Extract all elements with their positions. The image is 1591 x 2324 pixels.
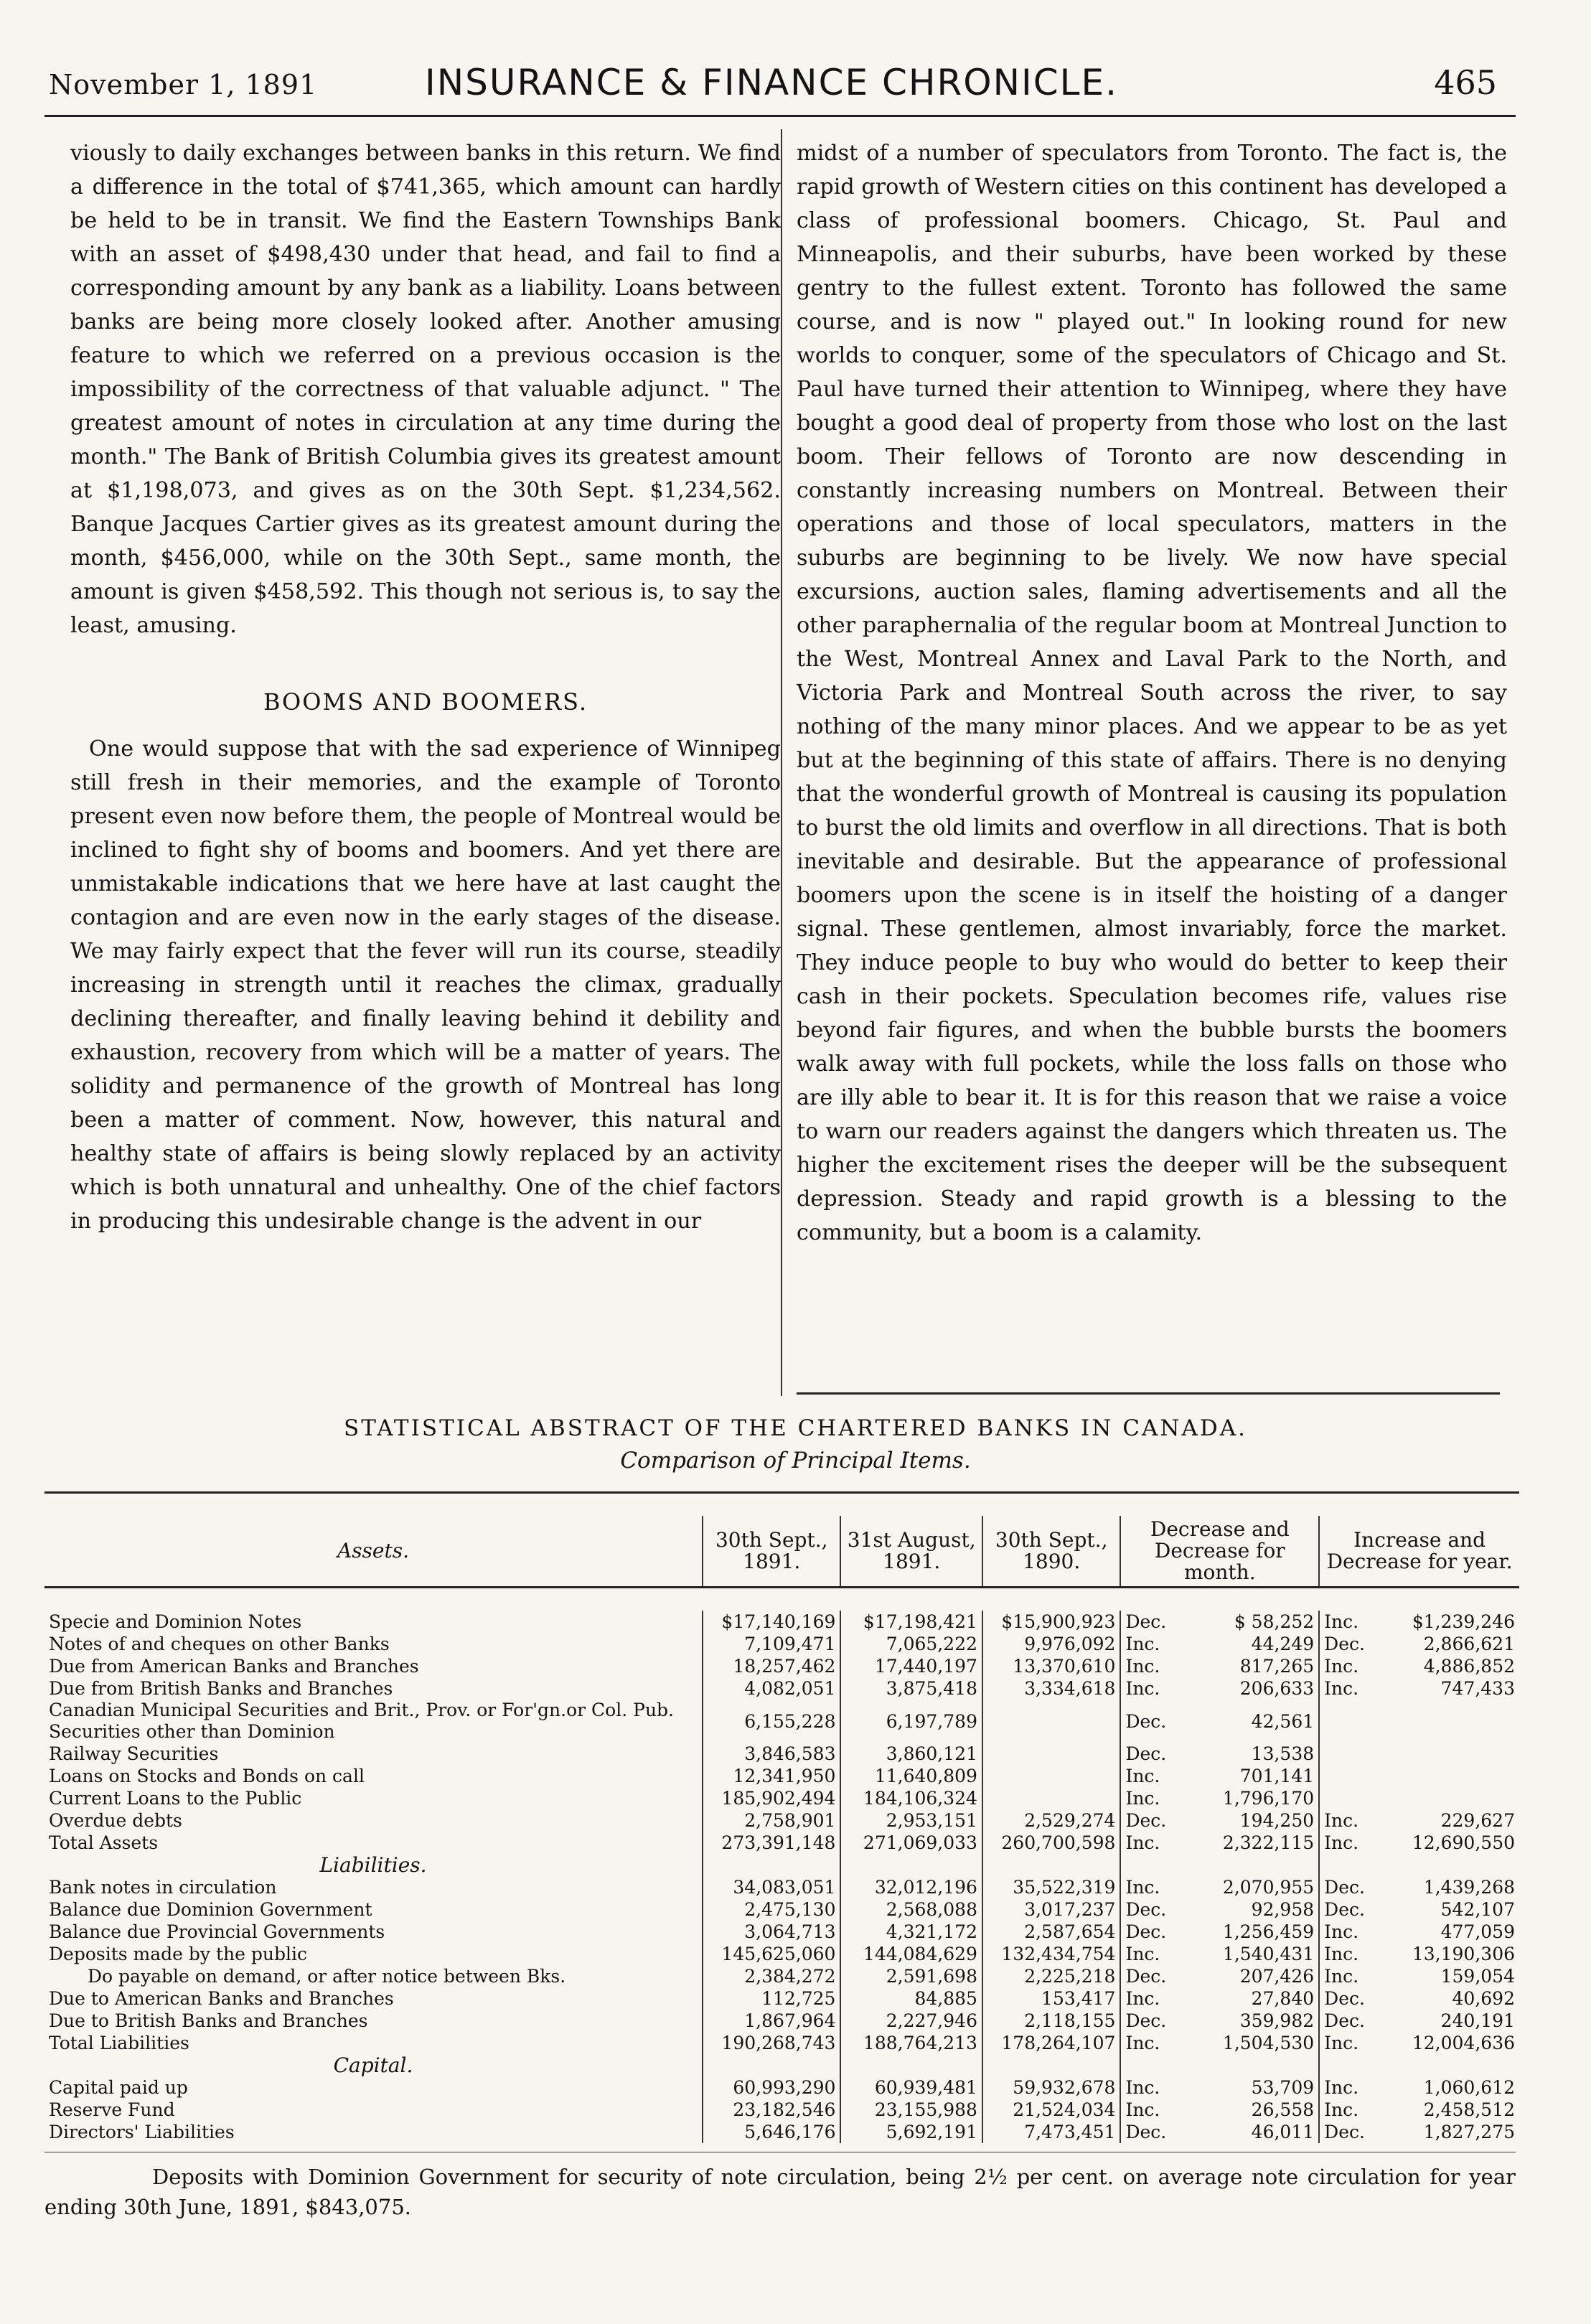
table-row bbox=[44, 1832, 1519, 1854]
table-row bbox=[44, 2099, 1519, 2121]
month-change-direction: Dec. bbox=[1125, 1899, 1167, 1920]
month-change-direction: Dec. bbox=[1125, 1921, 1167, 1942]
month-change-direction: Dec. bbox=[1125, 1611, 1167, 1632]
row-label: Due to British Banks and Branches bbox=[44, 2010, 703, 2032]
row-label: Notes of and cheques on other Banks bbox=[44, 1633, 703, 1655]
year-change-amount: $1,239,246 bbox=[1412, 1611, 1515, 1632]
month-change-direction: Inc. bbox=[1125, 1678, 1160, 1699]
row-label: Total Assets bbox=[44, 1832, 703, 1854]
value-aug-1891: 271,069,033 bbox=[840, 1832, 982, 1854]
year-change-amount bbox=[1369, 1700, 1519, 1743]
month-change-direction: Inc. bbox=[1125, 1944, 1160, 1964]
value-aug-1891: 144,084,629 bbox=[840, 1943, 982, 1965]
row-label: Loans on Stocks and Bonds on call bbox=[44, 1765, 703, 1787]
month-change-direction: Inc. bbox=[1125, 1788, 1160, 1809]
year-change-direction bbox=[1319, 1787, 1369, 1809]
value-aug-1891: 17,440,197 bbox=[840, 1655, 982, 1677]
row-label: Capital paid up bbox=[44, 2076, 703, 2099]
row-label: Balance due Provincial Governments bbox=[44, 1921, 703, 1943]
month-change-amount: 1,504,530 bbox=[1170, 2032, 1319, 2054]
liabilities-section bbox=[44, 1876, 1519, 2054]
row-label: Due from American Banks and Branches bbox=[44, 1655, 703, 1677]
value-sept-1891: 7,109,471 bbox=[703, 1633, 840, 1655]
value-aug-1891: 3,875,418 bbox=[840, 1677, 982, 1700]
month-change-direction: Inc. bbox=[1125, 2077, 1160, 2098]
month-change-amount: 207,426 bbox=[1170, 1965, 1319, 1987]
value-sept-1890: 13,370,610 bbox=[982, 1655, 1120, 1677]
page-header bbox=[43, 56, 1500, 106]
value-sept-1890 bbox=[982, 1743, 1120, 1765]
month-change-amount: 359,982 bbox=[1170, 2010, 1319, 2032]
value-sept-1890: 178,264,107 bbox=[982, 2032, 1120, 2054]
value-aug-1891: 5,692,191 bbox=[840, 2121, 982, 2143]
row-label: Total Liabilities bbox=[44, 2032, 703, 2054]
year-change-direction: Inc. bbox=[1324, 1944, 1359, 1964]
month-change-direction: Inc. bbox=[1125, 2099, 1160, 2120]
month-change-amount: 46,011 bbox=[1170, 2121, 1319, 2143]
value-aug-1891: 7,065,222 bbox=[840, 1633, 982, 1655]
year-change-amount: 159,054 bbox=[1440, 1966, 1515, 1987]
value-sept-1891: 2,384,272 bbox=[703, 1965, 840, 1987]
month-change-amount: 817,265 bbox=[1170, 1655, 1319, 1677]
value-aug-1891: 2,591,698 bbox=[840, 1965, 982, 1987]
value-sept-1891: 145,625,060 bbox=[703, 1943, 840, 1965]
value-aug-1891: 84,885 bbox=[840, 1987, 982, 2010]
month-change-amount: 1,256,459 bbox=[1170, 1921, 1319, 1943]
capital-section bbox=[44, 2076, 1519, 2143]
header-sept-1890: 30th Sept., 1890. bbox=[982, 1516, 1120, 1588]
month-change-direction: Dec. bbox=[1125, 1810, 1167, 1831]
month-change-direction: Dec. bbox=[1125, 1743, 1167, 1764]
value-sept-1891: 112,725 bbox=[703, 1987, 840, 2010]
value-aug-1891: 2,568,088 bbox=[840, 1898, 982, 1921]
value-sept-1891: $17,140,169 bbox=[703, 1611, 840, 1633]
row-label: Directors' Liabilities bbox=[44, 2121, 703, 2143]
month-change-amount: 1,540,431 bbox=[1170, 1943, 1319, 1965]
row-label: Canadian Municipal Securities and Brit., Prov. or For'gn.or Col. Pub. Securities other than Dominion bbox=[44, 1700, 703, 1743]
table-row bbox=[44, 1809, 1519, 1832]
header-aug-1891: 31st August, 1891. bbox=[840, 1516, 982, 1588]
value-sept-1891: 3,064,713 bbox=[703, 1921, 840, 1943]
value-aug-1891: 6,197,789 bbox=[840, 1700, 982, 1743]
value-sept-1891: 185,902,494 bbox=[703, 1787, 840, 1809]
value-sept-1890 bbox=[982, 1787, 1120, 1809]
year-change-direction: Inc. bbox=[1324, 2099, 1359, 2120]
value-aug-1891: 4,321,172 bbox=[840, 1921, 982, 1943]
year-change-amount: 12,690,550 bbox=[1412, 1832, 1515, 1853]
month-change-direction: Dec. bbox=[1125, 2010, 1167, 2031]
year-change-amount: 229,627 bbox=[1440, 1810, 1515, 1831]
row-label: Overdue debts bbox=[44, 1809, 703, 1832]
row-label: Due to American Banks and Branches bbox=[44, 1987, 703, 2010]
value-sept-1891: 6,155,228 bbox=[703, 1700, 840, 1743]
header-rule bbox=[44, 115, 1516, 117]
value-aug-1891: 3,860,121 bbox=[840, 1743, 982, 1765]
month-change-direction: Inc. bbox=[1125, 2033, 1160, 2053]
value-aug-1891: 2,953,151 bbox=[840, 1809, 982, 1832]
month-change-amount: 2,070,955 bbox=[1170, 1876, 1319, 1898]
table-row bbox=[44, 2010, 1519, 2032]
row-label: Specie and Dominion Notes bbox=[44, 1611, 703, 1633]
value-sept-1891: 2,475,130 bbox=[703, 1898, 840, 1921]
month-change-amount: 27,840 bbox=[1170, 1987, 1319, 2010]
table-row bbox=[44, 1765, 1519, 1787]
header-month-change: Decrease and Decrease for month. bbox=[1120, 1516, 1319, 1588]
year-change-direction: Dec. bbox=[1324, 1877, 1365, 1898]
value-sept-1890: 35,522,319 bbox=[982, 1876, 1120, 1898]
month-change-amount: 194,250 bbox=[1170, 1809, 1319, 1832]
table-row bbox=[44, 1921, 1519, 1943]
year-change-direction: Dec. bbox=[1324, 1899, 1365, 1920]
month-change-direction: Inc. bbox=[1125, 1988, 1160, 2009]
month-change-amount: 44,249 bbox=[1170, 1633, 1319, 1655]
month-change-direction: Inc. bbox=[1125, 1877, 1160, 1898]
assets-section bbox=[44, 1611, 1519, 1854]
row-label: Due from British Banks and Branches bbox=[44, 1677, 703, 1700]
value-sept-1891: 4,082,051 bbox=[703, 1677, 840, 1700]
liabilities-heading bbox=[44, 1854, 1519, 1876]
value-sept-1890 bbox=[982, 1765, 1120, 1787]
table-row bbox=[44, 1611, 1519, 1633]
year-change-amount: 542,107 bbox=[1440, 1899, 1515, 1920]
right-column bbox=[797, 136, 1507, 1250]
issue-date: November 1, 1891 bbox=[49, 69, 318, 100]
table-row bbox=[44, 1987, 1519, 2010]
year-change-direction: Dec. bbox=[1324, 2010, 1365, 2031]
table-row bbox=[44, 1943, 1519, 1965]
year-change-direction: Inc. bbox=[1324, 1921, 1359, 1942]
month-change-amount: $ 58,252 bbox=[1170, 1611, 1319, 1633]
row-label: Railway Securities bbox=[44, 1743, 703, 1765]
month-change-direction: Inc. bbox=[1125, 1766, 1160, 1786]
value-aug-1891: 11,640,809 bbox=[840, 1765, 982, 1787]
year-change-direction: Inc. bbox=[1324, 1810, 1359, 1831]
year-change-amount bbox=[1369, 1787, 1519, 1809]
table-row bbox=[44, 1787, 1519, 1809]
value-sept-1891: 18,257,462 bbox=[703, 1655, 840, 1677]
table-row bbox=[44, 2121, 1519, 2143]
value-sept-1890: 2,529,274 bbox=[982, 1809, 1120, 1832]
value-aug-1891: 184,106,324 bbox=[840, 1787, 982, 1809]
value-aug-1891: 23,155,988 bbox=[840, 2099, 982, 2121]
value-sept-1891: 23,182,546 bbox=[703, 2099, 840, 2121]
value-sept-1890: 21,524,034 bbox=[982, 2099, 1120, 2121]
value-sept-1890: 260,700,598 bbox=[982, 1832, 1120, 1854]
year-change-direction: Inc. bbox=[1324, 2033, 1359, 2053]
value-aug-1891: 32,012,196 bbox=[840, 1876, 982, 1898]
month-change-amount: 13,538 bbox=[1170, 1743, 1319, 1765]
month-change-amount: 206,633 bbox=[1170, 1677, 1319, 1700]
month-change-amount: 2,322,115 bbox=[1170, 1832, 1319, 1854]
publication-title: INSURANCE & FINANCE CHRONICLE. bbox=[424, 62, 1118, 103]
value-sept-1891: 273,391,148 bbox=[703, 1832, 840, 1854]
table-row bbox=[44, 2076, 1519, 2099]
table-row bbox=[44, 1898, 1519, 1921]
table-header-row bbox=[44, 1516, 1519, 1588]
value-sept-1890: 9,976,092 bbox=[982, 1633, 1120, 1655]
year-change-amount: 1,439,268 bbox=[1423, 1877, 1515, 1898]
year-change-amount: 13,190,306 bbox=[1412, 1944, 1515, 1964]
month-change-amount: 42,561 bbox=[1170, 1700, 1319, 1743]
table-title: STATISTICAL ABSTRACT OF THE CHARTERED BANKS IN CANADA. bbox=[344, 1415, 1247, 1441]
header-year-change: Increase and Decrease for year. bbox=[1326, 1528, 1513, 1573]
month-change-direction: Dec. bbox=[1125, 2122, 1167, 2142]
value-sept-1890: 2,587,654 bbox=[982, 1921, 1120, 1943]
year-change-amount: 477,059 bbox=[1440, 1921, 1515, 1942]
value-aug-1891: $17,198,421 bbox=[840, 1611, 982, 1633]
year-change-direction: Inc. bbox=[1324, 1611, 1359, 1632]
value-sept-1890: 153,417 bbox=[982, 1987, 1120, 2010]
left-paragraph: viously to daily exchanges between banks in this return. We find a difference in the total of $741,365, which amount can hardly be held to be in transit. We find the Eastern Townships Bank with an asset of $498,430 under that head, and fail to find a corresponding amount by any bank as a liability. Loans between banks are being more closely looked after. Another amusing feature to which we referred on a previous occasion is the impossibility of the correctness of that valuable adjunct. " The greatest amount of notes in circulation at any time during the month." The Bank of British Columbia gives its greatest amount at $1,198,073, and gives as on the 30th Sept. $1,234,562. Banque Jacques Cartier gives as its greatest amount during the month, $456,000, while on the 30th Sept., same month, the amount is given $458,592. This though not serious is, to say the least, amusing. bbox=[70, 141, 781, 638]
value-sept-1891: 5,646,176 bbox=[703, 2121, 840, 2143]
year-change-direction: Inc. bbox=[1324, 1832, 1359, 1853]
value-sept-1891: 34,083,051 bbox=[703, 1876, 840, 1898]
month-change-direction: Dec. bbox=[1125, 1710, 1167, 1732]
footnote: Deposits with Dominion Government for security of note circulation, being 2½ per cent. on average note circulation for year ending 30th June, 1891, $843,075. bbox=[44, 2165, 1516, 2219]
year-change-direction: Inc. bbox=[1324, 2077, 1359, 2098]
table-row bbox=[44, 1655, 1519, 1677]
page-number: 465 bbox=[1434, 63, 1497, 102]
year-change-direction: Inc. bbox=[1324, 1656, 1359, 1677]
table-row bbox=[44, 1743, 1519, 1765]
row-label: Current Loans to the Public bbox=[44, 1787, 703, 1809]
header-sept-1891: 30th Sept., 1891. bbox=[703, 1516, 840, 1588]
table-row bbox=[44, 1876, 1519, 1898]
value-sept-1891: 60,993,290 bbox=[703, 2076, 840, 2099]
value-sept-1890: 3,017,237 bbox=[982, 1898, 1120, 1921]
year-change-direction: Inc. bbox=[1324, 1678, 1359, 1699]
table-subtitle: Comparison of Principal Items. bbox=[620, 1448, 971, 1473]
year-change-direction: Inc. bbox=[1324, 1966, 1359, 1987]
value-aug-1891: 188,764,213 bbox=[840, 2032, 982, 2054]
year-change-amount bbox=[1369, 1743, 1519, 1765]
table-row bbox=[44, 2032, 1519, 2054]
table-row bbox=[44, 1633, 1519, 1655]
row-label: Balance due Dominion Government bbox=[44, 1898, 703, 1921]
table-row bbox=[44, 1965, 1519, 1987]
year-change-amount: 2,866,621 bbox=[1423, 1634, 1515, 1654]
value-sept-1890: $15,900,923 bbox=[982, 1611, 1120, 1633]
month-change-amount: 92,958 bbox=[1170, 1898, 1319, 1921]
year-change-direction: Dec. bbox=[1324, 2122, 1365, 2142]
value-sept-1890: 2,225,218 bbox=[982, 1965, 1120, 1987]
statistical-table bbox=[44, 1491, 1519, 2143]
month-change-direction: Inc. bbox=[1125, 1656, 1160, 1677]
value-sept-1891: 1,867,964 bbox=[703, 2010, 840, 2032]
month-change-direction: Inc. bbox=[1125, 1832, 1160, 1853]
capital-heading bbox=[44, 2054, 1519, 2076]
left-paragraph: One would suppose that with the sad experience of Winnipeg still fresh in their memories, and the example of Toronto present even now before them, the people of Montreal would be inclined to fight shy of booms and boomers. And yet there are unmistakable indications that we here have at last caught the contagion and are even now in the early stages of the disease. We may fairly expect that the fever will run its course, steadily increasing in strength until it reaches the climax, gradually declining thereafter, and finally leaving behind it debility and exhaustion, recovery from which will be a matter of years. The solidity and permanence of the growth of Montreal has long been a matter of comment. Now, however, this natural and healthy state of affairs is being slowly replaced by an activity which is both unnatural and unhealthy. One of the chief factors in producing this undesirable change is the advent in our bbox=[70, 736, 781, 1234]
section-title: BOOMS AND BOOMERS. bbox=[263, 688, 588, 716]
value-sept-1890 bbox=[982, 1700, 1120, 1743]
capital-heading-label: Capital. bbox=[44, 2054, 703, 2076]
year-change-direction bbox=[1319, 1743, 1369, 1765]
row-label: Bank notes in circulation bbox=[44, 1876, 703, 1898]
value-sept-1890: 2,118,155 bbox=[982, 2010, 1120, 2032]
right-paragraph: midst of a number of speculators from Toronto. The fact is, the rapid growth of Western cities on this continent has developed a class of professional boomers. Chicago, St. Paul and Minneapolis, and their suburbs, have been worked by these gentry to the fullest extent. Toronto has followed the same course, and is now " played out." In looking round for new worlds to conquer, some of the speculators of Chicago and St. Paul have turned their attention to Winnipeg, where they have bought a good deal of property from those who lost on the last boom. Their fellows of Toronto are now descending in constantly increasing numbers on Montreal. Between their operations and those of local speculators, matters in the suburbs are beginning to be lively. We now have special excursions, auction sales, flaming advertisements and all the other paraphernalia of the regular boom at Montreal Junction to the West, Montreal Annex and Laval Park to the North, and Victoria Park and Montreal South across the river, to say nothing of the many minor places. And we appear to be as yet but at the beginning of this state of affairs. There is no denying that the wonderful growth of Montreal is causing its population to burst the old limits and overflow in all directions. That is both inevitable and desirable. But the appearance of professional boomers upon the scene is in itself the hoisting of a danger signal. These gentlemen, almost invariably, force the market. They induce people to buy who would do better to keep their cash in their pockets. Speculation becomes rife, values rise beyond fair figures, and when the bubble bursts the boomers walk away with full pockets, while the loss falls on those who are illy able to bear it. It is for this reason that we raise a voice to warn our readers against the dangers which threaten us. The higher the excitement rises the deeper will be the subsequent depression. Steady and rapid growth is a blessing to the community, but a boom is a calamity. bbox=[797, 141, 1507, 1245]
year-change-direction: Dec. bbox=[1324, 1634, 1365, 1654]
year-change-amount: 1,827,275 bbox=[1423, 2122, 1515, 2142]
month-change-direction: Inc. bbox=[1125, 1634, 1160, 1654]
month-change-direction: Dec. bbox=[1125, 1966, 1167, 1987]
table-row bbox=[44, 1677, 1519, 1700]
header-assets: Assets. bbox=[44, 1516, 703, 1588]
year-change-amount: 747,433 bbox=[1440, 1678, 1515, 1699]
left-column bbox=[70, 136, 781, 1238]
row-label: Deposits made by the public bbox=[44, 1943, 703, 1965]
value-sept-1891: 3,846,583 bbox=[703, 1743, 840, 1765]
table-row bbox=[44, 1700, 1519, 1743]
month-change-amount: 1,796,170 bbox=[1170, 1787, 1319, 1809]
row-label: Reserve Fund bbox=[44, 2099, 703, 2121]
value-sept-1890: 3,334,618 bbox=[982, 1677, 1120, 1700]
row-label: Do payable on demand, or after notice between Bks. bbox=[44, 1965, 703, 1987]
value-aug-1891: 2,227,946 bbox=[840, 2010, 982, 2032]
year-change-direction bbox=[1319, 1700, 1369, 1743]
year-change-amount: 12,004,636 bbox=[1412, 2033, 1515, 2053]
month-change-amount: 53,709 bbox=[1170, 2076, 1319, 2099]
month-change-amount: 26,558 bbox=[1170, 2099, 1319, 2121]
value-sept-1891: 2,758,901 bbox=[703, 1809, 840, 1832]
value-sept-1891: 190,268,743 bbox=[703, 2032, 840, 2054]
value-sept-1890: 59,932,678 bbox=[982, 2076, 1120, 2099]
column-divider bbox=[781, 129, 782, 1396]
value-aug-1891: 60,939,481 bbox=[840, 2076, 982, 2099]
article-end-rule bbox=[797, 1392, 1500, 1395]
year-change-amount: 1,060,612 bbox=[1423, 2077, 1515, 2098]
year-change-amount: 4,886,852 bbox=[1423, 1656, 1515, 1677]
value-sept-1891: 12,341,950 bbox=[703, 1765, 840, 1787]
value-sept-1890: 7,473,451 bbox=[982, 2121, 1120, 2143]
value-sept-1890: 132,434,754 bbox=[982, 1943, 1120, 1965]
month-change-amount: 701,141 bbox=[1170, 1765, 1319, 1787]
year-change-direction: Dec. bbox=[1324, 1988, 1365, 2009]
year-change-direction bbox=[1319, 1765, 1369, 1787]
year-change-amount: 240,191 bbox=[1440, 2010, 1515, 2031]
year-change-amount: 2,458,512 bbox=[1423, 2099, 1515, 2120]
liabilities-heading-label: Liabilities. bbox=[44, 1854, 703, 1876]
year-change-amount bbox=[1369, 1765, 1519, 1787]
year-change-amount: 40,692 bbox=[1452, 1988, 1515, 2009]
